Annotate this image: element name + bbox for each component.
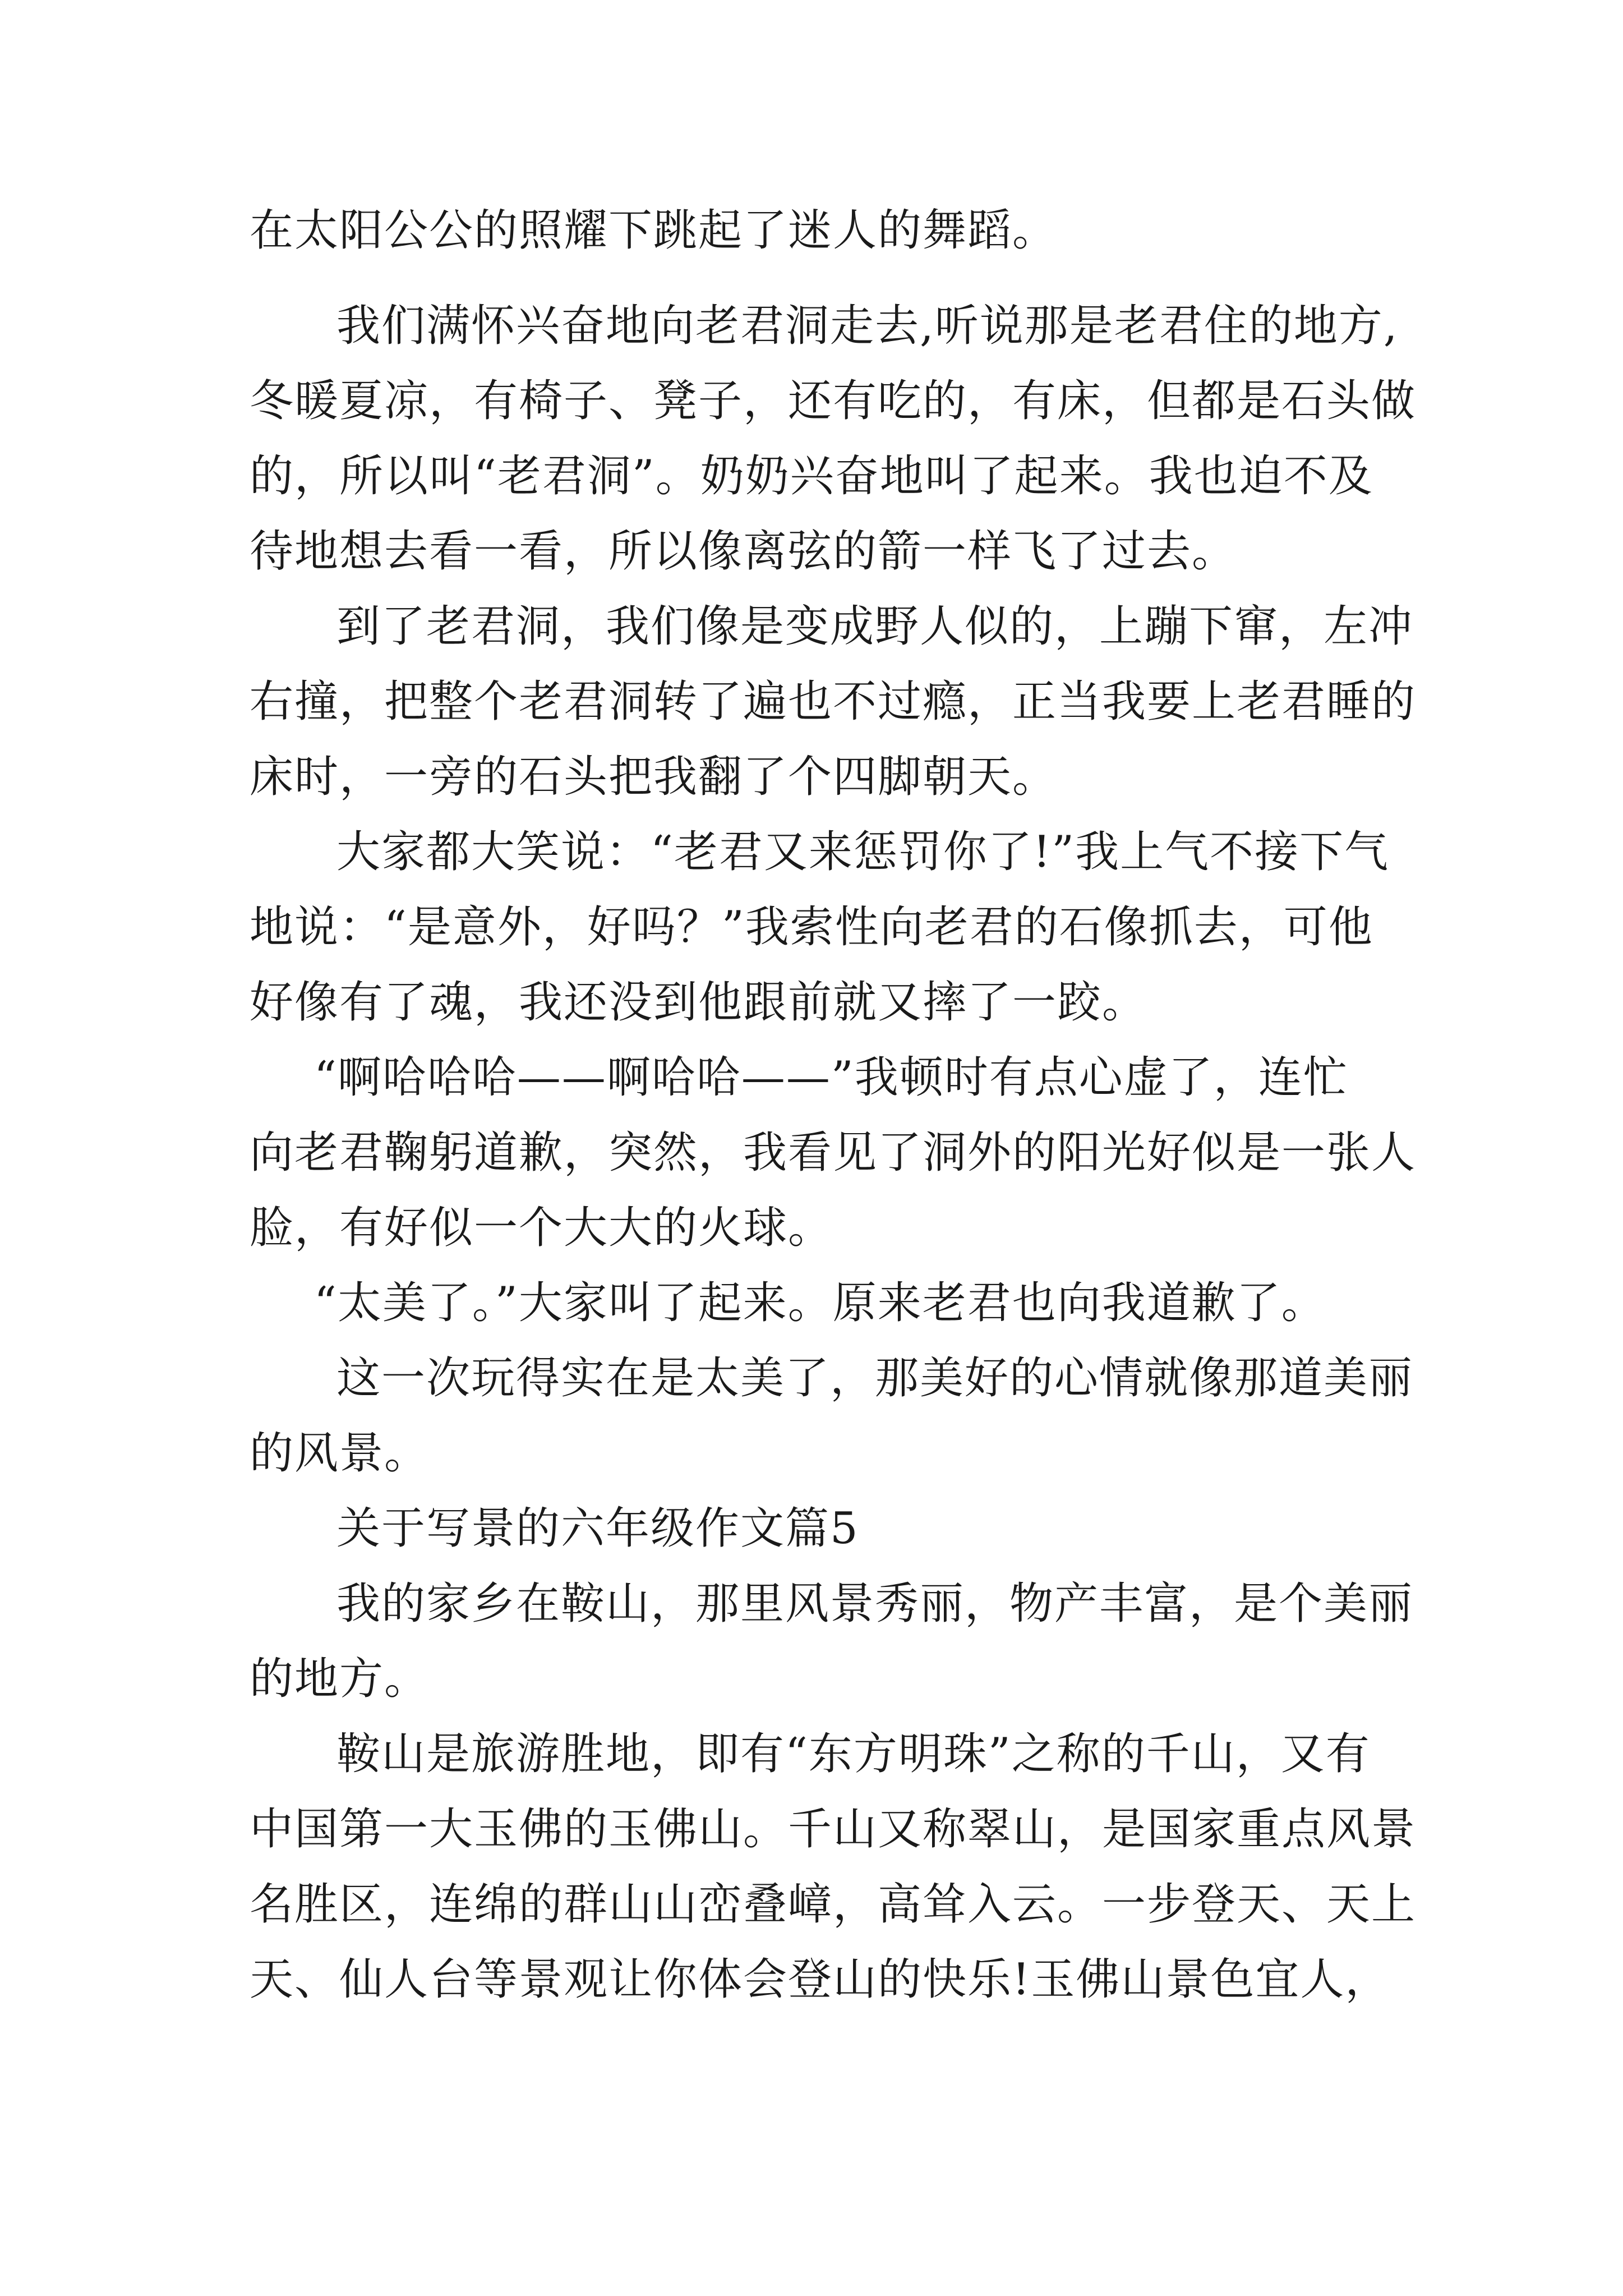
text-line: 向老君鞠躬道歉，突然，我看见了洞外的阳光好似是一张人 bbox=[250, 1128, 1417, 1178]
text-line: 在太阳公公的照耀下跳起了迷人的舞蹈。 bbox=[250, 205, 1058, 256]
paragraph-start-line: “啊哈哈哈——啊哈哈——”我顿时有点心虚了，连忙 bbox=[314, 1052, 1348, 1103]
text-line: 床时，一旁的石头把我翻了个四脚朝天。 bbox=[250, 752, 1058, 802]
paragraph-start-line: “太美了。”大家叫了起来。原来老君也向我道歉了。 bbox=[314, 1278, 1326, 1328]
text-line: 的地方。 bbox=[250, 1654, 430, 1704]
paragraph-start-line: 大家都大笑说：“老君又来惩罚你了!”我上气不接下气 bbox=[336, 827, 1390, 877]
paragraph-start-line: 这一次玩得实在是太美了，那美好的心情就像那道美丽 bbox=[336, 1353, 1414, 1404]
paragraph-start-line: 我的家乡在鞍山，那里风景秀丽，物产丰富，是个美丽 bbox=[336, 1579, 1414, 1629]
text-line: 天、仙人台等景观让你体会登山的快乐!玉佛山景色宜人， bbox=[250, 1954, 1390, 2005]
section-heading: 关于写景的六年级作文篇5 bbox=[336, 1503, 859, 1554]
text-line: 的，所以叫“老君洞”。奶奶兴奋地叫了起来。我也迫不及 bbox=[250, 451, 1373, 501]
text-line: 脸，有好似一个大大的火球。 bbox=[250, 1203, 833, 1253]
text-line: 名胜区，连绵的群山山峦叠嶂，高耸入云。一步登天、天上 bbox=[250, 1879, 1417, 1930]
text-line: 待地想去看一看，所以像离弦的箭一样飞了过去。 bbox=[250, 526, 1237, 577]
text-line: 冬暖夏凉，有椅子、凳子，还有吃的，有床，但都是石头做 bbox=[250, 376, 1417, 426]
paragraph-start-line: 我们满怀兴奋地向老君洞走去,听说那是老君住的地方, bbox=[336, 301, 1399, 351]
paragraph-start-line: 鞍山是旅游胜地，即有“东方明珠”之称的千山，又有 bbox=[336, 1729, 1371, 1779]
text-line: 的风景。 bbox=[250, 1428, 430, 1479]
text-line: 地说：“是意外，好吗？”我索性向老君的石像抓去，可他 bbox=[250, 902, 1373, 953]
text-line: 右撞，把整个老君洞转了遍也不过瘾，正当我要上老君睡的 bbox=[250, 677, 1417, 727]
text-line: 中国第一大玉佛的玉佛山。千山又称翠山，是国家重点风景 bbox=[250, 1804, 1417, 1855]
text-line: 好像有了魂，我还没到他跟前就又摔了一跤。 bbox=[250, 977, 1147, 1028]
paragraph-start-line: 到了老君洞，我们像是变成野人似的，上蹦下窜，左冲 bbox=[336, 601, 1414, 652]
